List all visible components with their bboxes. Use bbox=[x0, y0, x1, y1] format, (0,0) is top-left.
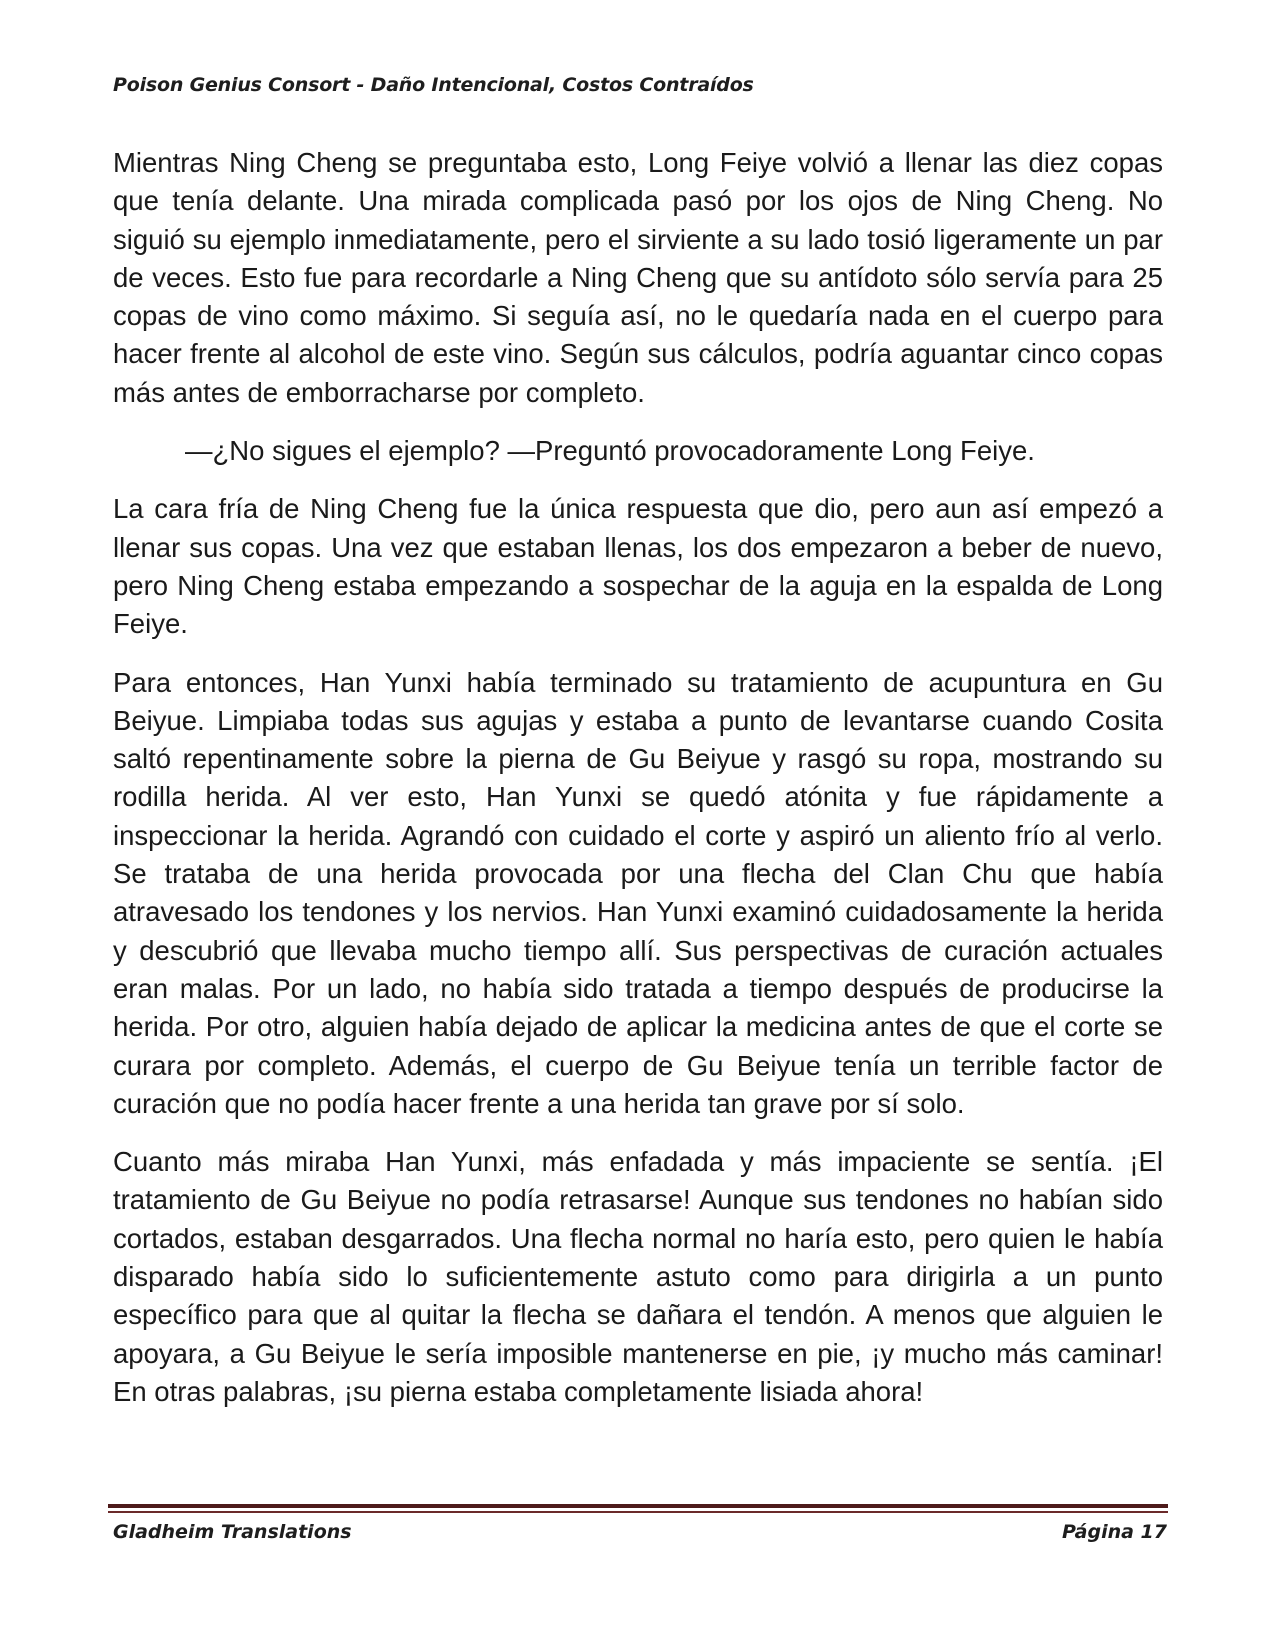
running-header: Poison Genius Consort - Daño Intencional, Costos Contraídos bbox=[113, 74, 754, 96]
page-number: Página 17 bbox=[1061, 1521, 1167, 1543]
footer-divider-thick bbox=[108, 1504, 1168, 1508]
paragraph-dialog: —¿No sigues el ejemplo? —Preguntó provocadoramente Long Feiye. bbox=[185, 435, 1035, 467]
paragraph-5: Cuanto más miraba Han Yunxi, más enfadada y más impaciente se sentía. ¡El tratamiento de Gu Beiyue no podía retrasarse! Aunque sus tendones no habían sido cortados, estaban desgarrados. Una flecha normal no haría esto, pero quien le había disparado había sido lo suficientemente astuto como para dirigirla a un punto específico para que al quitar la flecha se dañara el tendón. A menos que alguien le apoyara, a Gu Beiyue le sería imposible mantenerse en pie, ¡y mucho más caminar! En otras palabras, ¡su pierna estaba completamente lisiada ahora! bbox=[113, 1146, 1163, 1407]
paragraph-1: Mientras Ning Cheng se preguntaba esto, Long Feiye volvió a llenar las diez copas que tenía delante. Una mirada complicada pasó por los ojos de Ning Cheng. No siguió su ejemplo inmediatamente, pero el sirviente a su lado tosió ligeramente un par de veces. Esto fue para recordarle a Ning Cheng que su antídoto sólo servía para 25 copas de vino como máximo. Si seguía así, no le quedaría nada en el cuerpo para hacer frente al alcohol de este vino. Según sus cálculos, podría aguantar cinco copas más antes de emborracharse por completo. bbox=[113, 147, 1163, 408]
footer-translator: Gladheim Translations bbox=[113, 1521, 352, 1543]
document-body bbox=[113, 144, 1163, 1431]
paragraph-4: Para entonces, Han Yunxi había terminado su tratamiento de acupuntura en Gu Beiyue. Limpiaba todas sus agujas y estaba a punto de levantarse cuando Cosita saltó repentinamente sobre la pierna de Gu Beiyue y rasgó su ropa, mostrando su rodilla herida. Al ver esto, Han Yunxi se quedó atónita y fue rápidamente a inspeccionar la herida. Agrandó con cuidado el corte y aspiró un aliento frío al verlo. Se trataba de una herida provocada por una flecha del Clan Chu que había atravesado los tendones y los nervios. Han Yunxi examinó cuidadosamente la herida y descubrió que llevaba mucho tiempo allí. Sus perspectivas de curación actuales eran malas. Por un lado, no había sido tratada a tiempo después de producirse la herida. Por otro, alguien había dejado de aplicar la medicina antes de que el corte se curara por completo. Además, el cuerpo de Gu Beiyue tenía un terrible factor de curación que no podía hacer frente a una herida tan grave por sí solo. bbox=[113, 666, 1163, 1119]
footer-divider-thin bbox=[108, 1511, 1168, 1513]
paragraph-3: La cara fría de Ning Cheng fue la única respuesta que dio, pero aun así empezó a llenar sus copas. Una vez que estaban llenas, los dos empezaron a beber de nuevo, pero Ning Cheng estaba empezando a sospechar de la aguja en la espalda de Long Feiye. bbox=[113, 493, 1163, 640]
